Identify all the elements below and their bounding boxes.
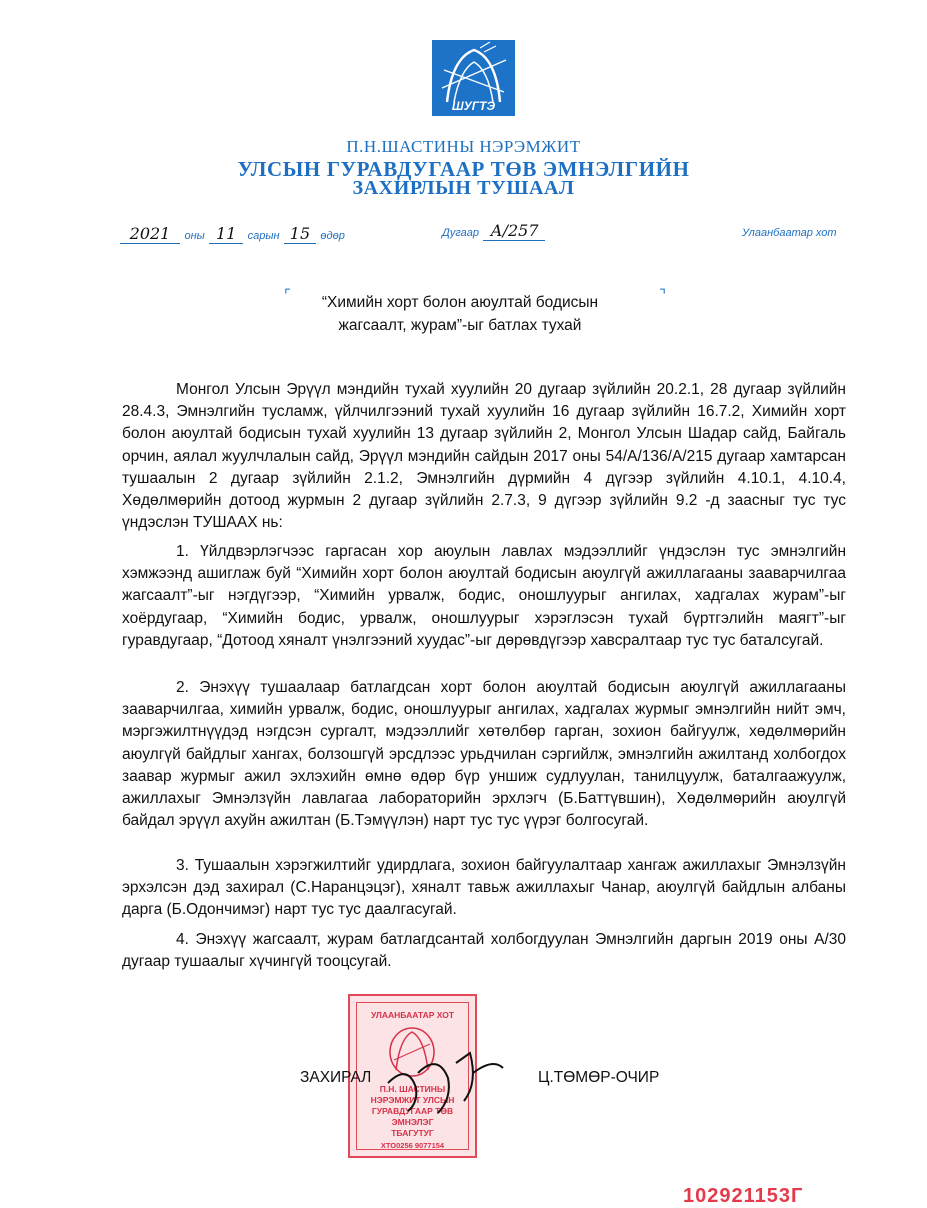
- corner-mark-left: ⌜: [284, 287, 292, 304]
- title-line-1: “Химийн хорт болон аюултай бодисын: [321, 294, 599, 311]
- handwritten-signature: [378, 1043, 518, 1118]
- logo-text: ШУГТЭ: [451, 99, 496, 113]
- corner-mark-right: ⌝: [659, 287, 667, 304]
- signatory-name: Ц.ТӨМӨР-ОЧИР: [538, 1069, 660, 1086]
- serial-number: 102921153Г: [683, 1185, 804, 1207]
- item-2-text: 2. Энэхүү тушаалаар батлагдсан хорт болон аюултай бодисын аюулгүй ажиллагааны зааварчилгаа, химийн урвалж, бодис, оношлуурыг ангилах, хадгалах журмыг эмнэлгийн нийт эмч, мэргэжилтнүүдэд нэгдсэн сургалт, мэдээллийг хөтөлбөр гарган, зохион байгуулж, хөдөлмөрийн аюулгүй байдлыг хангах, болзошгүй эрсдлээс урьдчилан сэргийлж, эмнэлгийн ажилтанд холбогдох заавар журмыг ажил эхлэхийн өмнө өдөр бүр уншиж судлуулан, танилцуулж, баталгаажуулж, ажиллахыг Эмнэлзүйн лавлагаа лабораторийн эрхлэгч (Б.Баттүвшин), Хөдөлмөрийн аюулгүй байдал эрүүл ахуйн ажилтан (Б.Тэмүүлэн) нарт тус тус үүрэг болгосугай.: [122, 679, 846, 830]
- item-1-paragraph: [122, 541, 846, 652]
- org-title: УЛСЫН ГУРАВДУГААР ТӨВ ЭМНЭЛГИЙН: [237, 157, 690, 181]
- signatory-title: ЗАХИРАЛ: [300, 1069, 372, 1086]
- year-suffix: оны: [184, 230, 205, 242]
- stamp-top-text: УЛААНБААТАР ХОТ: [370, 1010, 455, 1020]
- date-day: 15: [284, 224, 316, 244]
- stamp-line-1: П.Н. ШАСТИНЫ: [379, 1084, 446, 1094]
- order-number: [442, 221, 545, 241]
- stamp-line-2: НЭРЭМЖИТ УЛСЫН: [370, 1095, 455, 1105]
- document-type: ЗАХИРЛЫН ТУШААЛ: [352, 177, 575, 199]
- hospital-logo: [432, 40, 515, 116]
- item-3-text: 3. Тушаалын хэрэгжилтийг удирдлага, зохион байгуулалтаар хангаж ажиллахыг Эмнэлзүйн эрхэлсэн дэд захирал (С.Наранцэцэг), хяналт тавьж ажиллахыг Чанар, аюулгүй байдлын албаны дарга (Б.Одончимэг) нарт тус тус даалгасугай.: [122, 857, 846, 919]
- number-value: А/257: [483, 221, 545, 241]
- city-label: Улаанбаатар хот: [742, 227, 837, 239]
- item-4-text: 4. Энэхүү жагсаалт, журам батлагдсантай холбогдуулан Эмнэлгийн даргын 2019 оны А/30 дугаар тушаалыг хүчингүй тооцсугай.: [122, 931, 846, 971]
- title-line-2: жагсаалт, журам”-ыг батлах тухай: [338, 317, 582, 334]
- date-year: 2021: [120, 224, 180, 244]
- month-suffix: сарын: [247, 230, 280, 242]
- day-suffix: өдөр: [320, 230, 345, 242]
- document-title: [250, 291, 670, 337]
- org-subtitle: П.Н.ШАСТИНЫ НЭРЭМЖИТ: [346, 137, 581, 156]
- date-line: [120, 224, 345, 244]
- stamp-line-5: ТБАГУТУГ: [391, 1128, 434, 1138]
- stamp-reg-number: ХТО0256 9077154: [380, 1141, 445, 1150]
- item-3-paragraph: [122, 855, 846, 922]
- preamble-paragraph: [122, 379, 846, 534]
- number-label: Дугаар: [442, 227, 480, 239]
- preamble-text: Монгол Улсын Эрүүл мэндийн тухай хуулийн 20 дугаар зүйлийн 20.2.1, 28 дугаар зүйлийн 28.4.3, Эмнэлгийн тусламж, үйлчилгээний тухай хуулийн 16 дугаар зүйлийн 16.7.2, Химийн хорт болон аюултай бодисын тухай хуулийн 13 дугаар зүйлийн 2, Монгол Улсын Шадар сайд, Байгаль орчин, аялал жуулчлалын сайд, Эрүүл мэндийн сайдын 2017 оны 54/А/136/А/215 дугаар хамтарсан тушаалын 2 дугаар зүйлийн 2.1.2, Эмнэлгийн дүрмийн 4 дүгээр зүйлийн 4.10.1, 4.10.4, Хөдөлмөрийн дотоод журмын 2 дугаар зүйлийн 2.7.3, 9 дүгээр зүйлийн 9.2 -д заасныг тус тус үндэслэн ТУШААХ нь:: [122, 381, 846, 532]
- item-1-text: 1. Үйлдвэрлэгчээс гаргасан хор аюулын лавлах мэдээллийг үндэслэн тус эмнэлгийн хэмжээнд ашиглаж буй “Химийн хорт болон аюултай бодисын аюулгүй ажиллагааны зааварчилгаа жагсаалт”-ыг нэгдүгээр, “Химийн урвалж, бодис, оношлуурыг ангилах, хадгалах журам”-ыг хоёрдугаар, “Химийн бодис, урвалж, оношлуурыг хэрэглэсэн тухай бүртгэлийн маягт”-ыг гуравдугаар, “Дотоод хяналт үнэлгээний хуудас”-ыг дөрөвдүгээр хавсралтаар тус тус баталсугай.: [122, 543, 846, 649]
- item-4-paragraph: [122, 929, 846, 973]
- date-month: 11: [209, 224, 243, 244]
- item-2-paragraph: [122, 677, 846, 832]
- stamp-line-4: ЭМНЭЛЭГ: [391, 1117, 434, 1127]
- stamp-line-3: ГУРАВДУГААР ТӨВ: [371, 1106, 454, 1116]
